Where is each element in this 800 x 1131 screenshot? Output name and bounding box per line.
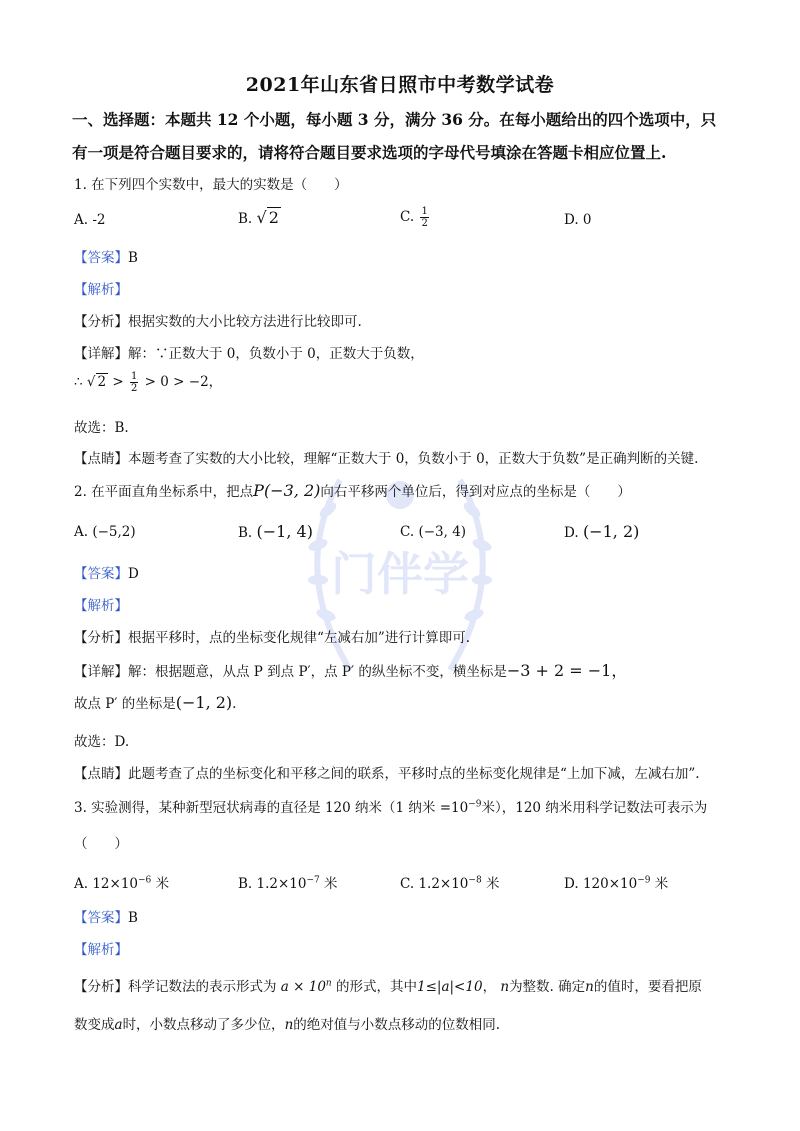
q3-analysis-label: 【解析】 xyxy=(74,942,128,958)
q3-fenxi: 【分析】科学记数法的表示形式为 $a \times 10^n$ 的形式，其中1≤|a|<10， n为整数. 确定n的值时，要看把原 xyxy=(74,978,702,995)
q2-fenxi: 【分析】根据平移时，点的坐标变化规律“左减右加”进行计算即可. xyxy=(74,630,471,646)
q2-answer: 【答案】D xyxy=(74,566,139,582)
q3-stem: 3. 实验测得，某种新型冠状病毒的直径是 120 纳米（1 纳米 $=10^{-9}$米），120 纳米用科学记数法可表示为 xyxy=(74,799,708,816)
q1-option-d: D. 0 xyxy=(564,212,592,228)
q2-result: 故点 P′ 的坐标是(−1, 2). xyxy=(74,693,237,712)
section-heading: 一、选择题：本题共 12 个小题，每小题 3 分，满分 36 分。在每小题给出的四个选项中，只 有一项是符合题目要求的，请将符合题目要求选项的字母代号填涂在答题卡相应位置上. xyxy=(72,110,717,162)
watermark-text: 门伴学 xyxy=(331,547,469,601)
q2-option-a: A. (−5,2) xyxy=(74,524,136,540)
page-title: 2021年山东省日照市中考数学试卷 xyxy=(245,74,555,96)
q3-answer: 【答案】B xyxy=(74,910,138,926)
q3-stem-paren: （ ） xyxy=(74,836,128,852)
q1-choose: 故选：B. xyxy=(74,420,129,436)
q1-option-c: C. $\frac{1}{2}$ xyxy=(400,206,428,229)
q2-stem: 2. 在平面直角坐标系中，把点P(−3, 2)向右平移两个单位后，得到对应点的坐标是（ ） xyxy=(74,481,631,500)
q2-analysis-label: 【解析】 xyxy=(74,598,128,614)
q2-option-b: B. (−1, 4) xyxy=(238,522,313,541)
q3-option-d: D. $120\times 10^{-9}$ 米 xyxy=(564,875,669,892)
q1-option-a: A. -2 xyxy=(74,212,106,228)
q3-option-a: A. $12\times 10^{-6}$ 米 xyxy=(74,875,170,892)
q3-fenxi-line2: 数变成a时，小数点移动了多少位，n的绝对值与小数点移动的位数相同. xyxy=(74,1017,501,1033)
q1-detail: 【详解】解：∵正数大于 0，负数小于 0，正数大于负数， xyxy=(74,346,424,362)
sqrt-symbol: √ 2 xyxy=(256,208,279,227)
q1-analysis-label: 【解析】 xyxy=(74,282,128,298)
q2-comment: 【点睛】此题考查了点的坐标变化和平移之间的联系，平移时点的坐标变化规律是“上加下减，左减右加”. xyxy=(74,766,700,782)
q3-option-c: C. $1.2\times 10^{-8}$ 米 xyxy=(400,875,500,892)
q1-chain: ∴ √ 2 > $\frac{1}{2}$ > 0 > −2， xyxy=(74,371,223,394)
q1-stem: 1. 在下列四个实数中，最大的实数是（ ） xyxy=(74,177,348,193)
q2-choose: 故选：D. xyxy=(74,734,130,750)
q2-option-c: C. (−3, 4) xyxy=(400,524,467,540)
q1-comment: 【点睛】本题考查了实数的大小比较，理解“正数大于 0，负数小于 0，正数大于负数”是正确判断的关键. xyxy=(74,451,699,467)
q2-option-d: D. (−1, 2) xyxy=(564,522,640,541)
q3-option-b: B. $1.2\times 10^{-7}$ 米 xyxy=(238,875,338,892)
q1-fenxi: 【分析】根据实数的大小比较方法进行比较即可. xyxy=(74,314,362,330)
q1-option-b: B. √ 2 xyxy=(238,208,279,227)
q2-detail: 【详解】解：根据题意，从点 P 到点 P′，点 P′ 的纵坐标不变，横坐标是−3 + 2 = −1， xyxy=(74,661,628,680)
q1-answer: 【答案】B xyxy=(74,250,138,266)
